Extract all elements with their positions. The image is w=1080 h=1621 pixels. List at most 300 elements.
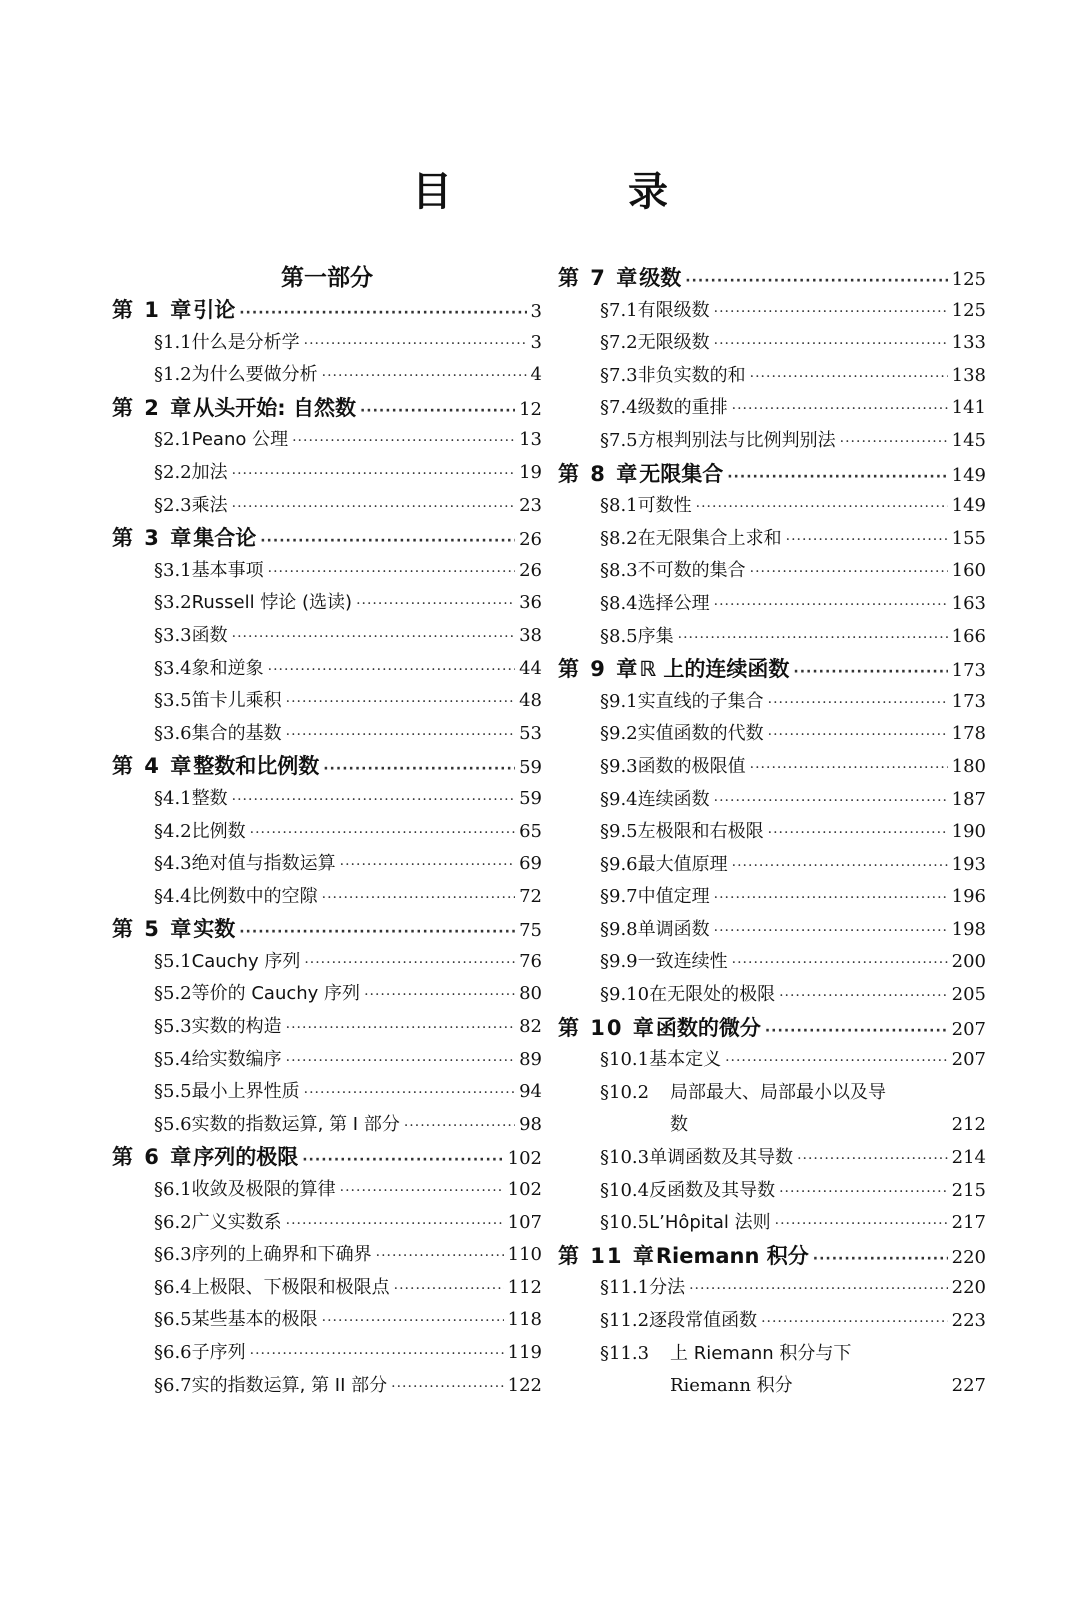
entry-page-number: 173 — [951, 690, 986, 712]
entry-number: §5.3 — [154, 1016, 192, 1038]
leader-dots — [404, 1110, 515, 1143]
entry-page-number: 44 — [519, 657, 542, 679]
leader-dots — [840, 426, 948, 459]
entry-number: §3.2 — [154, 592, 192, 614]
entry-page-number: 102 — [507, 1179, 542, 1201]
entry-title: 方根判别法与比例判别法 — [637, 429, 836, 451]
toc-section-entry[interactable] — [558, 1272, 986, 1305]
entry-title: 实数的指数运算, 第 I 部分 — [191, 1113, 400, 1135]
toc-section-entry[interactable] — [558, 1109, 986, 1142]
leader-dots — [356, 588, 515, 621]
entry-title: 什么是分析学 — [191, 331, 300, 353]
leader-dots — [813, 1243, 948, 1276]
toc-section-entry[interactable] — [558, 914, 986, 947]
entry-page-number: 26 — [519, 559, 542, 581]
toc-section-entry[interactable] — [558, 849, 986, 882]
entry-title: 一致连续性 — [637, 951, 728, 973]
leader-dots — [750, 361, 948, 394]
leader-dots — [360, 395, 515, 428]
toc-section-entry[interactable] — [112, 620, 542, 653]
entry-title: 函数 — [191, 624, 228, 646]
leader-dots — [304, 328, 527, 361]
entry-title: 乘法 — [191, 494, 228, 516]
entry-page-number: 13 — [519, 429, 542, 451]
entry-page-number: 190 — [951, 821, 986, 843]
leader-dots — [750, 752, 948, 785]
entry-page-number: 149 — [951, 495, 986, 517]
entry-number: §3.5 — [154, 690, 192, 712]
entry-number: 第 10 章 — [558, 1015, 656, 1040]
toc-section-entry[interactable] — [112, 1239, 542, 1272]
entry-title: 集合的基数 — [191, 722, 282, 744]
entry-number: §5.5 — [154, 1081, 192, 1103]
leader-dots — [322, 360, 527, 393]
entry-number: §1.2 — [154, 364, 192, 386]
leader-dots — [340, 1175, 504, 1208]
entry-title: 非负实数的和 — [637, 364, 746, 386]
toc-chapter-entry[interactable] — [558, 1240, 986, 1273]
leader-dots — [304, 1077, 515, 1110]
entry-page-number: 178 — [951, 723, 986, 745]
toc-section-entry[interactable] — [112, 1304, 542, 1337]
entry-title: Russell 悖论 (选读) — [191, 592, 353, 614]
entry-number: §11.1 — [600, 1277, 650, 1299]
entry-title: 不可数的集合 — [637, 560, 746, 582]
entry-title: Riemann 积分 — [655, 1243, 809, 1268]
entry-number: §7.1 — [600, 299, 638, 321]
entry-page-number: 89 — [519, 1048, 542, 1070]
leader-dots — [775, 1208, 948, 1241]
leader-dots — [304, 947, 515, 980]
entry-page-number: 118 — [507, 1309, 542, 1331]
entry-page-number: 187 — [951, 788, 986, 810]
entry-page-number: 107 — [507, 1211, 542, 1233]
entry-number: §9.5 — [600, 821, 638, 843]
entry-number: §9.6 — [600, 853, 638, 875]
toc-section-entry[interactable] — [558, 1305, 986, 1338]
leader-dots — [786, 524, 948, 557]
leader-dots — [302, 1144, 503, 1177]
leader-dots — [768, 687, 948, 720]
entry-title: 函数的微分 — [655, 1015, 761, 1040]
entry-title: 某些基本的极限 — [191, 1309, 318, 1331]
leader-dots — [732, 947, 948, 980]
entry-page-number: 12 — [519, 398, 542, 420]
toc-section-entry[interactable] — [558, 490, 986, 523]
toc-section-entry[interactable] — [112, 1207, 542, 1240]
toc-section-entry[interactable] — [558, 979, 986, 1012]
entry-title: 函数的极限值 — [637, 755, 746, 777]
entry-title: 有限级数 — [637, 299, 710, 321]
entry-title: 最大值原理 — [637, 853, 728, 875]
entry-page-number: 212 — [951, 1114, 986, 1136]
toc-section-entry[interactable] — [558, 784, 986, 817]
leader-dots — [239, 916, 515, 949]
toc-section-entry[interactable] — [558, 392, 986, 425]
leader-dots — [232, 784, 515, 817]
toc-section-entry[interactable] — [558, 881, 986, 914]
entry-title: 无限集合 — [639, 461, 724, 486]
entry-title: 绝对值与指数运算 — [191, 853, 336, 875]
entry-title: 从头开始: 自然数 — [193, 395, 356, 420]
toc-section-entry[interactable] — [112, 653, 542, 686]
entry-number: §10.3 — [600, 1147, 650, 1169]
entry-page-number: 227 — [951, 1375, 986, 1397]
entry-page-number: 69 — [519, 853, 542, 875]
entry-title: 序集 — [637, 625, 674, 647]
leader-dots — [696, 491, 948, 524]
entry-page-number: 76 — [519, 950, 542, 972]
entry-number: §2.2 — [154, 461, 192, 483]
entry-page-number: 122 — [507, 1374, 542, 1396]
leader-dots — [797, 1143, 948, 1176]
leader-dots — [232, 621, 515, 654]
toc-chapter-entry[interactable] — [112, 750, 542, 783]
part-heading: 第一部分 — [281, 265, 373, 291]
entry-number: 第 11 章 — [558, 1243, 656, 1268]
entry-page-number: 4 — [530, 364, 542, 386]
entry-title: 象和逆象 — [191, 657, 264, 679]
entry-number: §7.5 — [600, 429, 638, 451]
leader-dots — [725, 1045, 948, 1078]
leader-dots — [779, 1176, 948, 1209]
entry-page-number: 125 — [951, 299, 986, 321]
toc-right-list — [558, 262, 986, 1403]
toc-section-entry[interactable] — [558, 1142, 986, 1175]
entry-number: §5.4 — [154, 1048, 192, 1070]
leader-dots — [250, 817, 515, 850]
entry-number: §9.1 — [600, 690, 638, 712]
entry-page-number: 155 — [951, 527, 986, 549]
leader-dots — [714, 328, 948, 361]
leader-dots — [340, 849, 515, 882]
entry-page-number: 3 — [530, 301, 542, 322]
toc-section-entry[interactable] — [558, 425, 986, 458]
entry-page-number: 38 — [519, 624, 542, 646]
entry-page-number: 94 — [519, 1081, 542, 1103]
entry-title: 上极限、下极限和极限点 — [191, 1276, 390, 1298]
toc-section-entry[interactable] — [558, 1044, 986, 1077]
entry-title: 整数和比例数 — [193, 754, 320, 779]
toc-section-entry[interactable] — [112, 490, 542, 523]
entry-title: 单调函数及其导数 — [649, 1147, 794, 1169]
entry-title: 可数性 — [637, 495, 692, 517]
entry-title: 笛卡儿乘积 — [191, 690, 282, 712]
entry-number: 第 6 章 — [112, 1145, 194, 1170]
entry-number: §6.3 — [154, 1244, 192, 1266]
entry-page-number: 72 — [519, 885, 542, 907]
toc-section-entry[interactable] — [558, 1175, 986, 1208]
entry-page-number: 173 — [951, 660, 986, 682]
entry-number: §9.9 — [600, 951, 638, 973]
leader-dots — [286, 1208, 504, 1241]
entry-title: 引论 — [193, 298, 236, 322]
toc-right-column — [558, 262, 986, 1403]
entry-number: §8.4 — [600, 592, 638, 614]
entry-page-number: 110 — [507, 1244, 542, 1266]
leader-dots — [689, 1273, 948, 1306]
toc-section-entry[interactable] — [112, 424, 542, 457]
entry-title: 子序列 — [191, 1342, 246, 1363]
entry-title: 连续函数 — [637, 788, 710, 810]
leader-dots — [322, 1305, 504, 1338]
entry-title: 反函数及其导数 — [649, 1179, 776, 1201]
leader-dots — [779, 980, 948, 1013]
entry-number: §7.3 — [600, 364, 638, 386]
entry-title: 比例数中的空隙 — [191, 885, 318, 907]
entry-number: §4.2 — [154, 820, 192, 842]
entry-title: 实数的构造 — [191, 1016, 282, 1038]
leader-dots — [250, 1338, 504, 1371]
entry-page-number: 198 — [951, 918, 986, 940]
entry-number: §5.1 — [154, 950, 192, 972]
entry-number: 第 8 章 — [558, 461, 640, 486]
entry-page-number: 59 — [519, 787, 542, 809]
toc-section-entry[interactable] — [558, 1338, 986, 1371]
toc-section-entry[interactable] — [558, 327, 986, 360]
leader-dots — [260, 525, 515, 558]
entry-page-number: 65 — [519, 820, 542, 842]
entry-page-number: 80 — [519, 983, 542, 1005]
entry-title: 选择公理 — [637, 592, 710, 614]
entry-page-number: 125 — [951, 269, 986, 290]
toc-chapter-entry[interactable] — [112, 913, 542, 946]
entry-number: §11.2 — [600, 1310, 650, 1331]
entry-number: §3.4 — [154, 657, 192, 679]
leader-dots — [286, 719, 515, 752]
toc-section-entry[interactable] — [112, 685, 542, 718]
toc-chapter-entry[interactable] — [112, 392, 542, 425]
entry-number: §2.3 — [154, 494, 192, 516]
entry-number: §6.1 — [154, 1179, 192, 1201]
entry-title: 给实数编序 — [191, 1048, 282, 1070]
entry-title: 在无限处的极限 — [649, 984, 776, 1006]
entry-page-number: 207 — [951, 1049, 986, 1071]
leader-dots — [286, 1012, 515, 1045]
toc-section-entry[interactable] — [558, 555, 986, 588]
toc-section-entry[interactable] — [558, 1207, 986, 1240]
entry-number: §9.10 — [600, 984, 650, 1006]
entry-number: §3.3 — [154, 624, 192, 646]
entry-title: 整数 — [191, 787, 228, 809]
toc-section-entry[interactable] — [112, 1370, 542, 1403]
entry-number: §9.2 — [600, 723, 638, 745]
entry-page-number: 145 — [951, 429, 986, 451]
entry-number: 第 3 章 — [112, 526, 194, 551]
entry-page-number: 214 — [951, 1147, 986, 1169]
entry-title: 广义实数系 — [191, 1211, 282, 1233]
entry-number: 第 9 章 — [558, 657, 640, 682]
entry-title: 加法 — [191, 461, 228, 483]
toc-chapter-entry[interactable] — [112, 1141, 542, 1174]
leader-dots — [286, 686, 515, 719]
entry-page-number: 48 — [519, 690, 542, 712]
entry-page-number: 207 — [951, 1018, 986, 1040]
toc-section-entry[interactable] — [112, 783, 542, 816]
toc-chapter-entry[interactable] — [112, 522, 542, 555]
toc-section-entry[interactable] — [558, 751, 986, 784]
entry-page-number: 23 — [519, 494, 542, 516]
entry-title: 等价的 Cauchy 序列 — [191, 983, 361, 1005]
entry-number: 第 7 章 — [558, 266, 640, 290]
leader-dots — [714, 882, 948, 915]
leader-dots — [768, 817, 948, 850]
leader-dots — [268, 556, 515, 589]
toc-chapter-entry[interactable] — [558, 1012, 986, 1045]
entry-number: §8.3 — [600, 560, 638, 582]
entry-page-number: 19 — [519, 461, 542, 483]
toc-section-entry[interactable] — [112, 848, 542, 881]
toc-section-entry[interactable] — [112, 587, 542, 620]
toc-section-entry[interactable] — [112, 1044, 542, 1077]
leader-dots — [286, 1045, 515, 1078]
toc-chapter-entry[interactable] — [558, 653, 986, 686]
leader-dots — [292, 425, 515, 458]
entry-title: 局部最大、局部最小以及导 — [670, 1081, 886, 1103]
entry-title: 中值定理 — [637, 886, 710, 908]
entry-page-number: 220 — [951, 1277, 986, 1299]
toc-section-entry[interactable] — [112, 718, 542, 751]
entry-page-number: 26 — [519, 529, 542, 551]
toc-section-entry[interactable] — [558, 686, 986, 719]
entry-page-number: 112 — [507, 1276, 542, 1298]
toc-section-entry[interactable] — [112, 946, 542, 979]
toc-section-entry[interactable] — [112, 1174, 542, 1207]
toc-section-entry[interactable] — [558, 523, 986, 556]
toc-section-entry[interactable] — [112, 1109, 542, 1142]
entry-title: 比例数 — [191, 820, 246, 842]
leader-dots — [391, 1371, 503, 1404]
entry-title: 为什么要做分析 — [191, 364, 318, 386]
entry-number: §3.1 — [154, 559, 192, 581]
entry-number: §6.7 — [154, 1374, 192, 1396]
entry-number: §8.2 — [600, 527, 638, 549]
toc-section-entry[interactable] — [558, 588, 986, 621]
entry-title: 实值函数的代数 — [637, 723, 764, 745]
entry-page-number: 59 — [519, 757, 542, 779]
toc-section-entry[interactable] — [558, 816, 986, 849]
entry-title: 基本定义 — [649, 1049, 722, 1071]
entry-number: §5.2 — [154, 983, 192, 1005]
leader-dots — [732, 393, 948, 426]
leader-dots — [714, 915, 948, 948]
toc-section-entry[interactable] — [112, 816, 542, 849]
entry-number: §10.1 — [600, 1049, 650, 1071]
entry-title: 序列的极限 — [193, 1145, 299, 1170]
entry-number: §9.4 — [600, 788, 638, 810]
leader-dots — [232, 458, 515, 491]
entry-number: §4.1 — [154, 787, 192, 809]
leader-dots — [714, 785, 948, 818]
entry-number: 第 5 章 — [112, 917, 194, 942]
toc-section-entry[interactable] — [558, 295, 986, 328]
leader-dots — [232, 491, 515, 524]
toc-section-entry[interactable] — [112, 1011, 542, 1044]
toc-section-entry[interactable] — [112, 457, 542, 490]
leader-dots — [750, 556, 948, 589]
entry-page-number: 75 — [519, 920, 542, 942]
toc-section-entry[interactable] — [112, 1076, 542, 1109]
entry-title: 收敛及极限的算律 — [191, 1179, 336, 1201]
leader-dots — [364, 979, 515, 1012]
entry-title: L’Hôpital 法则 — [649, 1212, 771, 1234]
toc-section-entry[interactable] — [558, 1077, 986, 1110]
toc-section-entry[interactable] — [112, 978, 542, 1011]
entry-number: §8.1 — [600, 495, 638, 517]
toc-chapter-entry[interactable] — [112, 294, 542, 327]
entry-page-number: 193 — [951, 853, 986, 875]
leader-dots — [678, 622, 948, 655]
entry-page-number: 217 — [951, 1212, 986, 1234]
entry-title: 序列的上确界和下确界 — [191, 1244, 372, 1266]
toc-section-entry[interactable] — [558, 946, 986, 979]
leader-dots — [768, 719, 948, 752]
entry-number: §2.1 — [154, 429, 192, 451]
leader-dots — [714, 589, 948, 622]
entry-title: 上 Riemann 积分与下 — [670, 1342, 852, 1364]
toc-section-entry[interactable] — [112, 359, 542, 392]
entry-number: §11.3 — [600, 1342, 650, 1364]
leader-dots — [727, 461, 947, 494]
entry-title: 左极限和右极限 — [637, 821, 764, 843]
toc-left-list — [112, 294, 542, 1402]
entry-page-number: 119 — [507, 1342, 542, 1363]
toc-section-entry[interactable] — [558, 621, 986, 654]
entry-number: §9.3 — [600, 755, 638, 777]
entry-title: Riemann 积分 — [670, 1375, 793, 1397]
entry-title: 实直线的子集合 — [637, 690, 764, 712]
toc-section-entry[interactable] — [112, 555, 542, 588]
toc-section-entry[interactable] — [558, 1370, 986, 1403]
toc-section-entry[interactable] — [112, 1272, 542, 1305]
entry-page-number: 160 — [951, 560, 986, 582]
entry-number: 第 2 章 — [112, 395, 194, 420]
entry-title: Cauchy 序列 — [191, 950, 301, 972]
entry-page-number: 141 — [951, 397, 986, 419]
entry-number: §10.2 — [600, 1081, 650, 1103]
leader-dots — [761, 1306, 948, 1339]
entry-number: §4.4 — [154, 885, 192, 907]
entry-title: 单调函数 — [637, 918, 710, 940]
entry-page-number: 102 — [507, 1148, 542, 1170]
toc-chapter-entry[interactable] — [558, 458, 986, 491]
entry-page-number: 163 — [951, 592, 986, 614]
entry-number: §7.4 — [600, 397, 638, 419]
entry-number: §8.5 — [600, 625, 638, 647]
entry-page-number: 166 — [951, 625, 986, 647]
entry-title: 最小上界性质 — [191, 1081, 300, 1103]
entry-title: 实数 — [193, 917, 236, 942]
toc-section-entry[interactable] — [112, 881, 542, 914]
leader-dots — [714, 296, 948, 329]
entry-title: 基本事项 — [191, 559, 264, 581]
entry-page-number: 215 — [951, 1179, 986, 1201]
entry-page-number: 3 — [530, 331, 542, 353]
leader-dots — [376, 1240, 504, 1273]
leader-dots — [765, 1015, 948, 1048]
entry-page-number: 98 — [519, 1113, 542, 1135]
entry-page-number: 53 — [519, 722, 542, 744]
toc-chapter-entry[interactable] — [558, 262, 986, 295]
entry-number: 第 1 章 — [112, 298, 194, 322]
toc-section-entry[interactable] — [112, 1337, 542, 1370]
toc-section-entry[interactable] — [558, 360, 986, 393]
toc-section-entry[interactable] — [112, 327, 542, 360]
entry-page-number: 200 — [951, 951, 986, 973]
entry-title: ℝ 上的连续函数 — [639, 657, 790, 682]
entry-number: §10.5 — [600, 1212, 650, 1234]
toc-section-entry[interactable] — [558, 718, 986, 751]
